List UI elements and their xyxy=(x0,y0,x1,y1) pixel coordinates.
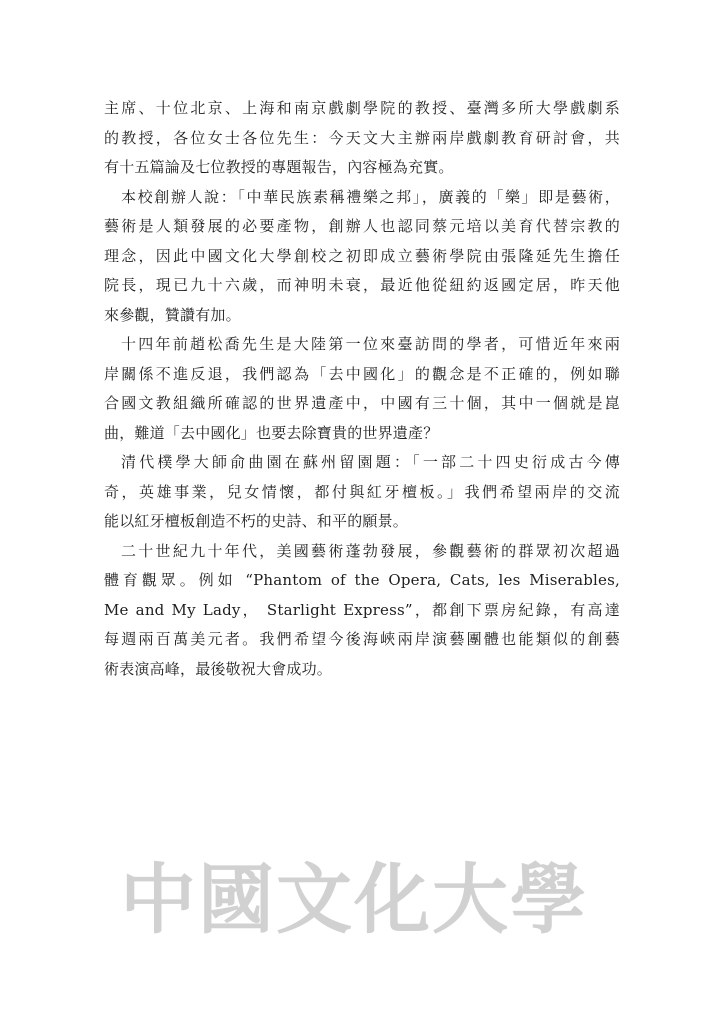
text-line: 體育觀眾。例如 “Phantom of the Opera, Cats, les Miserables, xyxy=(104,571,620,589)
text-line: 合國文教組織所確認的世界遺產中，中國有三十個，其中一個就是崑 xyxy=(104,394,620,412)
text-line: 本校創辦人說：「中華民族素稱禮樂之邦」，廣義的「樂」即是藝術， xyxy=(121,187,620,206)
text-line: 清代樸學大師俞曲園在蘇州留園題：「一部二十四史衍成古今傳 xyxy=(121,453,620,471)
text-line: 術表演高峰，最後敬祝大會成功。 xyxy=(104,659,333,678)
text-line: 有十五篇論及七位教授的專題報告，內容極為充實。 xyxy=(104,158,454,176)
university-watermark: 中國文化大學 xyxy=(120,855,588,944)
text-line: 院長，現已九十六歲，而神明未衰，最近他從紐約返國定居，昨天他 xyxy=(104,276,620,294)
text-line: 的教授，各位女士各位先生：今天文大主辦兩岸戲劇教育研討會，共 xyxy=(104,128,620,147)
text-line: 來參觀，贊讚有加。 xyxy=(104,305,241,324)
text-line: 岸關係不進反退，我們認為「去中國化」的觀念是不正確的，例如聯 xyxy=(104,364,620,383)
text-line: 藝術是人類發展的必要產物，創辦人也認同蔡元培以美育代替宗教的 xyxy=(104,217,620,235)
text-line: Me and My Lady， Starlight Express”，都創下票房紀錄，有高達 xyxy=(104,600,620,619)
text-line: 每週兩百萬美元者。我們希望今後海峽兩岸演藝團體也能類似的創藝 xyxy=(104,630,620,648)
speech-text xyxy=(104,94,620,684)
text-line: 奇，英雄事業，兒女情懷，都付與紅牙檀板。」我們希望兩岸的交流 xyxy=(104,482,620,501)
text-line: 曲，難道「去中國化」也要去除寶貴的世界遺產？ xyxy=(104,423,439,442)
text-line: 二十世紀九十年代，美國藝術蓬勃發展，參觀藝術的群眾初次超過 xyxy=(121,541,620,560)
text-line: 十四年前趙松喬先生是大陸第一位來臺訪問的學者，可惜近年來兩 xyxy=(121,335,620,353)
text-line: 理念，因此中國文化大學創校之初即成立藝術學院由張隆延先生擔任 xyxy=(104,246,620,265)
text-line: 能以紅牙檀板創造不朽的史詩、和平的願景。 xyxy=(104,512,409,530)
text-line: 主席、十位北京、上海和南京戲劇學院的教授、臺灣多所大學戲劇系 xyxy=(104,99,620,117)
